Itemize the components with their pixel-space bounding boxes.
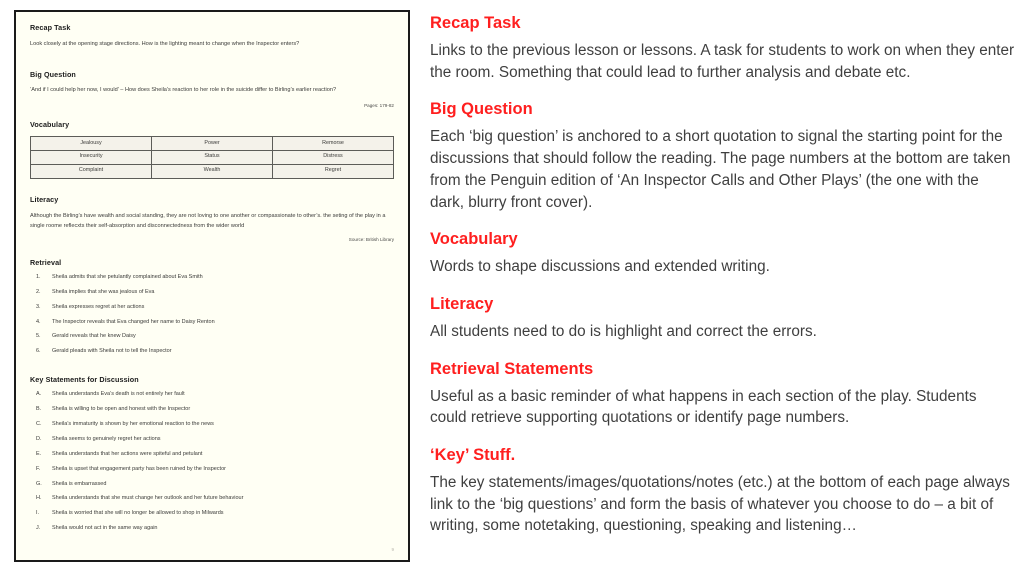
key-statements-heading: Key Statements for Discussion [30,375,139,385]
list-item [30,436,394,443]
spacer [30,242,394,259]
note-heading: ‘Key’ Stuff. [430,446,516,465]
list-item-text: Sheila is willing to be open and honest with the Inspector [52,406,191,413]
list-marker: G. [36,480,42,487]
list-item [30,319,394,326]
note-block-vocabulary [430,230,1016,278]
recap-task-body: Look closely at the opening stage directions. How is the lighting meant to change when the Inspector enters? [30,40,300,47]
note-heading: Big Question [430,100,533,119]
vocabulary-table [30,136,394,179]
list-item [30,451,394,458]
list-item-text: Sheila understands that her actions were spiteful and petulant [52,450,203,457]
list-item [30,348,394,355]
section-key-statements [30,376,394,532]
list-marker: D. [36,435,42,442]
retrieval-heading: Retrieval [30,258,62,267]
table-cell: Wealth [152,164,273,178]
list-item-text: Sheila understands Eva’s death is not entirely her fault [52,391,185,398]
list-item-text: Sheila would not act in the same way again [52,525,158,532]
section-big-question [30,71,394,109]
big-question-pages-note: Pages: 179-82 [364,103,394,109]
note-heading: Literacy [430,294,494,313]
list-item [30,304,394,311]
note-block-key-stuff [430,446,1016,537]
section-vocabulary [30,121,394,179]
note-heading: Retrieval Statements [430,359,594,378]
note-block-big-question [430,100,1016,213]
vocabulary-heading: Vocabulary [30,120,70,130]
list-item-text: Sheila is upset that engagement party has been ruined by the Inspector [52,465,226,472]
note-body: Each ‘big question’ is anchored to a short quotation to signal the starting point for the discussions that should follow the reading. The page numbers at the bottom are taken from the Penguin edition of ‘An Inspector Calls and Other Plays’ (the one with the dark, blurry front cover). [430,128,1011,211]
list-item-text: Sheila admits that she petulantly complained about Eva Smith [52,273,203,280]
list-item-text: Sheila understands that she must change her outlook and her future behaviour [52,495,244,502]
note-body: The key statements/images/quotations/notes (etc.) at the bottom of each page always link to the ‘big questions’ and form the basis of whatever you choose to do – a bit of writing, some notetaking, questioning, speaking and listening… [430,474,1010,535]
list-item [30,466,394,473]
list-marker: B. [36,406,42,413]
literacy-heading: Literacy [30,194,59,204]
page-number: 9 [391,547,394,552]
list-marker: 4. [36,318,41,325]
document-page-preview [14,10,410,562]
spacer [30,108,394,121]
big-question-body: ‘And if I could help her now, I would’ – How does Sheila’s reaction to her role in the suicide differ to Birling’s earlier reaction? [30,87,337,94]
list-item-text: Sheila implies that she was jealous of Eva [52,288,155,295]
list-item [30,525,394,532]
list-item [30,333,394,340]
list-item-text: Sheila expresses regret at her actions [52,303,145,310]
table-cell: Distress [273,150,394,164]
table-cell: Insecurity [31,150,152,164]
list-marker: J. [36,525,41,532]
note-body: Links to the previous lesson or lessons. A task for students to work on when they enter the room. Something that could lead to further analysis and debate etc. [430,41,1015,81]
literacy-body: Although the Birling’s have wealth and social standing, they are not loving to one another or compassionate to other’s. the seting of the play in a single roome reflecxts their self-absorption and disconnectedness from the wider world [30,212,386,230]
list-item-text: Gerald reveals that he knew Daisy [52,333,136,340]
table-cell: Power [152,137,273,151]
list-item [30,406,394,413]
table-cell: Regret [273,164,394,178]
list-marker: A. [36,391,42,398]
table-row [31,164,394,178]
spacer [30,179,394,196]
list-item [30,421,394,428]
section-retrieval [30,259,394,355]
list-item [30,289,394,296]
list-marker: 1. [36,273,41,280]
section-literacy [30,196,394,242]
list-item [30,481,394,488]
note-block-literacy [430,295,1016,343]
section-recap-task [30,24,394,50]
list-item-text: The Inspector reveals that Eva changed her name to Daisy Renton [52,318,215,325]
list-marker: H. [36,495,42,502]
note-body: All students need to do is highlight and correct the errors. [430,322,817,340]
list-marker: 2. [36,288,41,295]
list-marker: 5. [36,333,41,340]
note-body: Useful as a basic reminder of what happens in each section of the play. Students could retrieve supporting quotations or identify page numbers. [430,387,977,427]
list-marker: 3. [36,303,41,310]
note-heading: Recap Task [430,14,521,32]
list-marker: C. [36,420,42,427]
table-row [31,150,394,164]
retrieval-list [30,274,394,355]
list-item-text: Gerald pleads with Sheila not to tell the Inspector [52,348,172,355]
list-marker: E. [36,450,42,457]
spacer [30,50,394,71]
table-cell: Complaint [31,164,152,178]
list-item-text: Sheila is worried that she will no longer be allowed to shop in Milwards [52,510,224,517]
list-item-text: Sheila is embarrassed [52,480,107,487]
note-block-recap-task [430,14,1016,83]
list-item [30,391,394,398]
list-item [30,495,394,502]
table-row [31,137,394,151]
list-marker: 6. [36,348,41,355]
recap-task-heading: Recap Task [30,23,71,32]
note-block-retrieval-statements [430,360,1016,429]
list-item-text: Sheila seems to genuinely regret her actions [52,435,161,442]
note-heading: Vocabulary [430,230,518,249]
table-cell: Remorse [273,137,394,151]
list-marker: F. [36,465,41,472]
list-item [30,274,394,281]
table-cell: Jealousy [31,137,152,151]
list-marker: I. [36,510,40,517]
literacy-source-note: Source: British Library [348,237,394,242]
table-cell: Status [152,150,273,164]
note-body: Words to shape discussions and extended writing. [430,258,770,276]
big-question-heading: Big Question [30,69,76,79]
annotation-notes-panel [430,14,1016,537]
key-statements-list [30,391,394,532]
list-item [30,510,394,517]
list-item-text: Sheila’s immaturity is shown by her emotional reaction to the news [52,420,214,427]
